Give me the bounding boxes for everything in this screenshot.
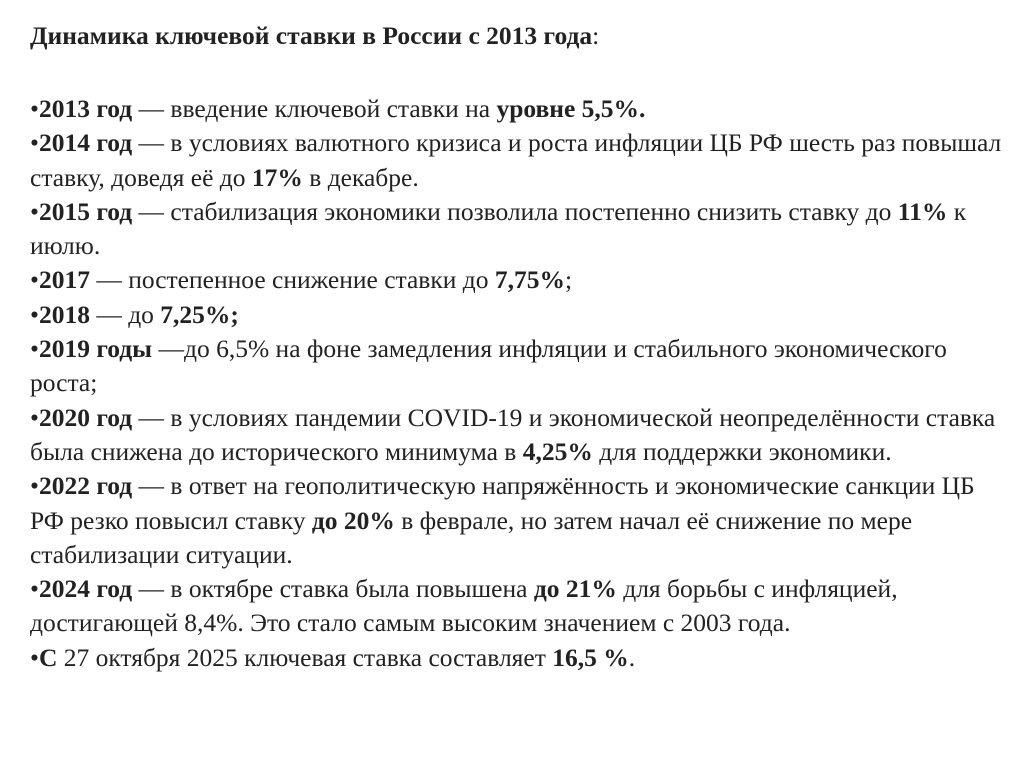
emphasis-text: 2022 год — [38, 471, 133, 501]
bullet-marker: • — [30, 94, 39, 123]
bullet-marker: • — [30, 471, 39, 501]
item-text: — в условиях валютного кризиса и роста инфляции ЦБ РФ шесть раз повышал ставку, доведя её до — [30, 128, 1002, 192]
item-text: в феврале, но затем начал её снижение по мере стабилизации ситуации. — [30, 505, 913, 569]
list-item — [30, 298, 1005, 332]
slide-title-bold: Динамика ключевой ставки в России с 2013 года — [30, 21, 593, 50]
item-text: — введение ключевой ставки на — [132, 94, 497, 123]
emphasis-text: 2017 — [38, 265, 90, 295]
bullet-marker: • — [30, 265, 39, 295]
item-text: . — [628, 642, 636, 672]
item-text: для поддержки экономики. — [592, 436, 892, 466]
item-text: — в ответ на геополитическую напряжённость и экономические санкции ЦБ РФ резко повысил ставку — [30, 471, 975, 535]
item-text: — в условиях пандемии COVID-19 и экономической неопределённости ставка была снижена до исторического минимума в — [30, 402, 996, 466]
emphasis-text: до 20% — [311, 505, 395, 535]
bullet-marker: • — [30, 128, 39, 158]
emphasis-text: С — [38, 642, 58, 672]
emphasis-text: 2015 год — [38, 196, 133, 226]
list-item — [30, 92, 1005, 126]
emphasis-text: 2024 год — [38, 574, 133, 604]
list-item — [30, 401, 1005, 470]
item-text: в декабре. — [302, 162, 419, 192]
bullet-marker: • — [30, 334, 39, 364]
emphasis-text: 7,75% — [494, 265, 565, 295]
emphasis-text: 2013 год — [38, 94, 133, 123]
item-text: — до — [89, 299, 161, 329]
slide-title-tail: : — [592, 21, 600, 50]
bullet-list — [30, 92, 1005, 675]
bullet-marker: • — [30, 402, 39, 432]
emphasis-text: 16,5 % — [552, 642, 629, 672]
item-text: для борьбы с инфляцией, достигающей 8,4%. Это стало самым высоким значением с 2003 года. — [30, 574, 898, 638]
bullet-marker: • — [30, 642, 39, 672]
list-item — [30, 126, 1005, 195]
emphasis-text: 11% — [897, 196, 948, 226]
emphasis-text: 2020 год — [38, 402, 133, 432]
list-item — [30, 332, 1005, 401]
emphasis-text: до 21% — [533, 574, 617, 604]
list-item — [30, 469, 1005, 572]
item-text: — в октябре ставка была повышена — [132, 574, 534, 604]
bullet-marker: • — [30, 574, 39, 604]
list-item — [30, 263, 1005, 297]
list-item — [30, 641, 1005, 675]
emphasis-text: 2019 годы — [38, 334, 153, 364]
bullet-marker: • — [30, 299, 39, 329]
item-text: —до 6,5% на фоне замедления инфляции и стабильного экономического роста; — [30, 334, 947, 398]
emphasis-text: 7,25%; — [160, 299, 239, 329]
emphasis-text: 2018 — [38, 299, 90, 329]
item-text: — постепенное снижение ставки до — [89, 265, 495, 295]
emphasis-text: 4,25% — [522, 436, 593, 466]
emphasis-text: 17% — [251, 162, 303, 192]
list-item — [30, 195, 1005, 264]
item-text: к июлю. — [30, 196, 967, 261]
item-text: — стабилизация экономики позволила постепенно снизить ставку до — [132, 196, 898, 226]
slide-title — [30, 16, 599, 56]
item-text: ; — [564, 265, 573, 295]
list-item — [30, 572, 1005, 641]
item-text: 27 октября 2025 ключевая ставка составляет — [57, 642, 553, 672]
bullet-marker: • — [30, 196, 39, 226]
emphasis-text: 2014 год — [38, 128, 133, 158]
emphasis-text: уровне 5,5%. — [496, 94, 646, 123]
